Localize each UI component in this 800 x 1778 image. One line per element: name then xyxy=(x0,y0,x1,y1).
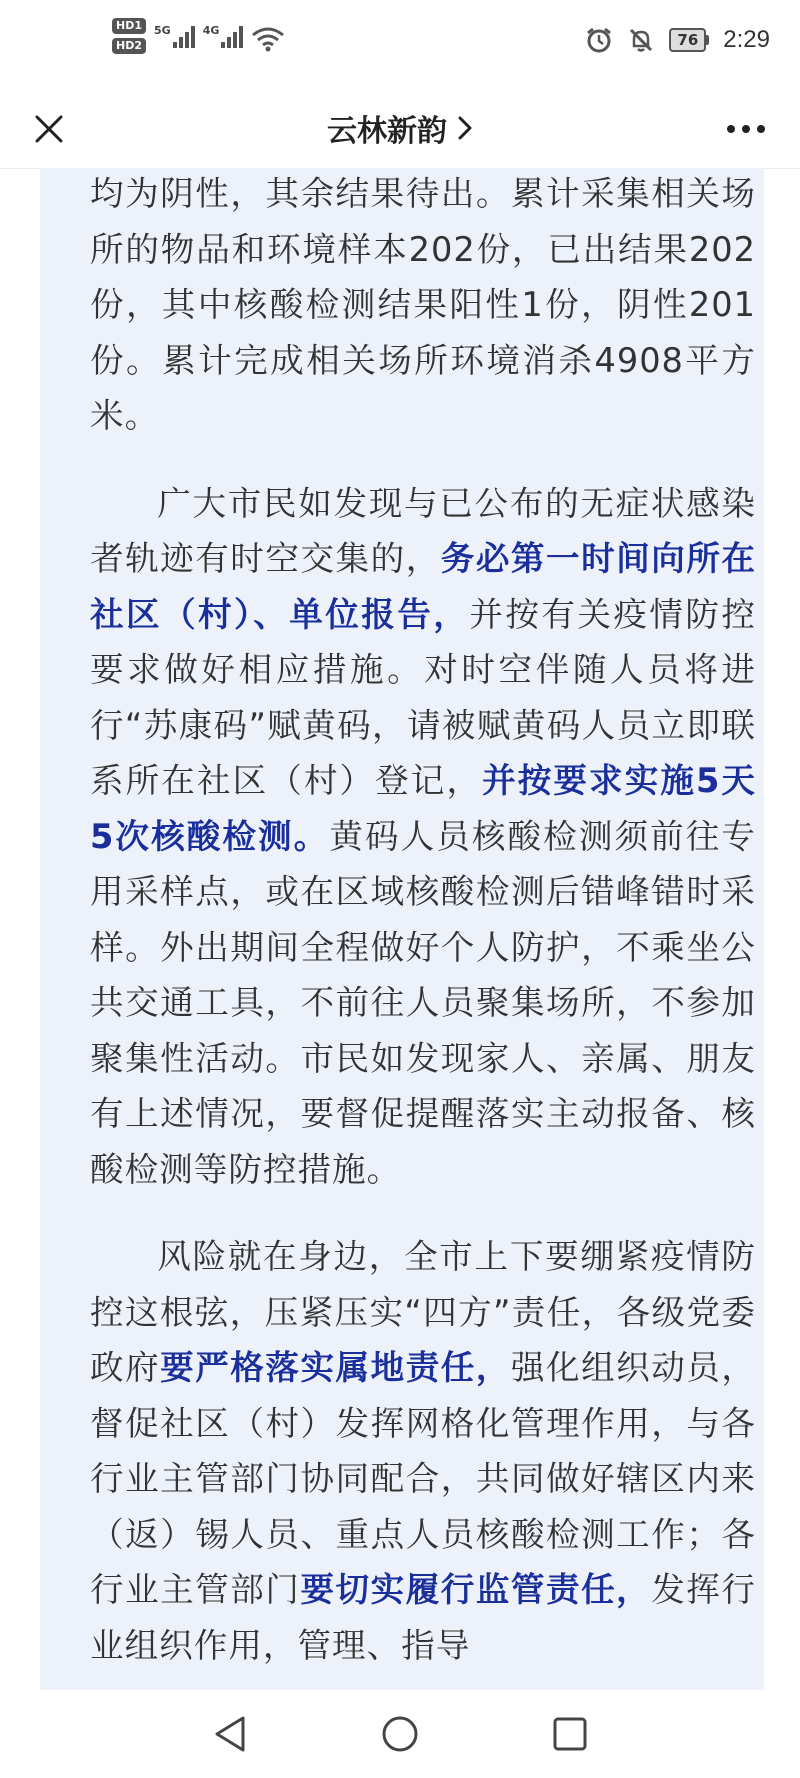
recents-square-icon xyxy=(552,1716,588,1752)
title-bar xyxy=(0,90,800,169)
battery-tip xyxy=(706,35,709,45)
highlighted-text: 务必第一时间向所在社区（村）、单位报告， xyxy=(90,539,756,634)
signal-bars-icon xyxy=(173,24,195,48)
paragraph-text: 强化组织动员，督促社区（村）发挥网格化管理作用，与各行业主管部门协同配合，共同做好辖区内来（返）锡人员、重点人员核酸检测工作；各行业主管部门 xyxy=(90,1348,756,1609)
home-circle-icon xyxy=(380,1714,420,1754)
battery-level: 76 xyxy=(669,28,706,52)
alarm-icon xyxy=(585,26,613,54)
more-icon xyxy=(726,124,766,134)
signal-5g xyxy=(154,24,195,48)
hd1-badge: HD1 xyxy=(112,18,146,34)
article-content xyxy=(40,168,764,1690)
hd2-badge: HD2 xyxy=(112,38,146,54)
recents-button[interactable] xyxy=(545,1709,595,1759)
clock: 2:29 xyxy=(723,26,770,53)
highlighted-text: 要严格落实属地责任， xyxy=(160,1348,511,1387)
highlighted-text: 要切实履行监管责任， xyxy=(300,1570,652,1609)
hd-indicators xyxy=(112,18,146,54)
signal-4g xyxy=(203,24,244,48)
paragraph-text: 均为阴性，其余结果待出。累计采集相关场所的物品和环境样本202份，已出结果202份，其中核酸检测结果阳性1份，阴性201份。累计完成相关场所环境消杀4908平方米。 xyxy=(90,174,756,435)
paragraph-text: 风险就在身边，全市上下要绷紧疫情防控这根弦，压紧压实“四方”责任，各级党委政府 xyxy=(90,1237,756,1387)
back-button[interactable] xyxy=(205,1709,255,1759)
page-title: 云林新韵 xyxy=(327,114,447,149)
chevron-right-icon xyxy=(457,115,473,141)
account-title-link[interactable] xyxy=(327,106,473,150)
highlighted-text: 并按要求实施5天5次核酸检测。 xyxy=(90,761,756,856)
status-bar-right xyxy=(585,26,770,54)
paragraph-text: 黄码人员核酸检测须前往专用采样点，或在区域核酸检测后错峰错时采样。外出期间全程做好个人防护，不乘坐公共交通工具，不前往人员聚集场所，不参加聚集性活动。市民如发现家人、亲属、朋友有上述情况，要督促提醒落实主动报备、核酸检测等防控措施。 xyxy=(90,816,756,1189)
battery-indicator xyxy=(669,28,709,52)
more-button[interactable] xyxy=(716,104,776,154)
article-body xyxy=(90,168,756,1690)
article-paragraph xyxy=(90,476,756,1198)
navigation-bar xyxy=(0,1690,800,1778)
paragraph-text: 并按有关疫情防控要求做好相应措施。对时空伴随人员将进行“苏康码”赋黄码，请被赋黄码人员立即联系所在社区（村）登记， xyxy=(90,594,756,800)
signal-4g-label: 4G xyxy=(202,24,220,37)
article-paragraph xyxy=(90,1229,756,1673)
back-triangle-icon xyxy=(212,1714,248,1754)
home-button[interactable] xyxy=(375,1709,425,1759)
wifi-icon xyxy=(251,26,285,52)
signal-bars-icon xyxy=(221,24,243,48)
mute-bell-icon xyxy=(627,26,655,54)
paragraph-text: 广大市民如发现与已公布的无症状感染者轨迹有时空交集的， xyxy=(90,483,756,578)
status-bar-left xyxy=(112,18,285,54)
paragraph-text: 发挥行业组织作用，管理、指导 xyxy=(90,1570,756,1665)
status-bar xyxy=(0,0,800,90)
signal-5g-label: 5G xyxy=(154,24,171,37)
article-paragraph xyxy=(90,168,756,444)
title-area xyxy=(0,106,800,150)
